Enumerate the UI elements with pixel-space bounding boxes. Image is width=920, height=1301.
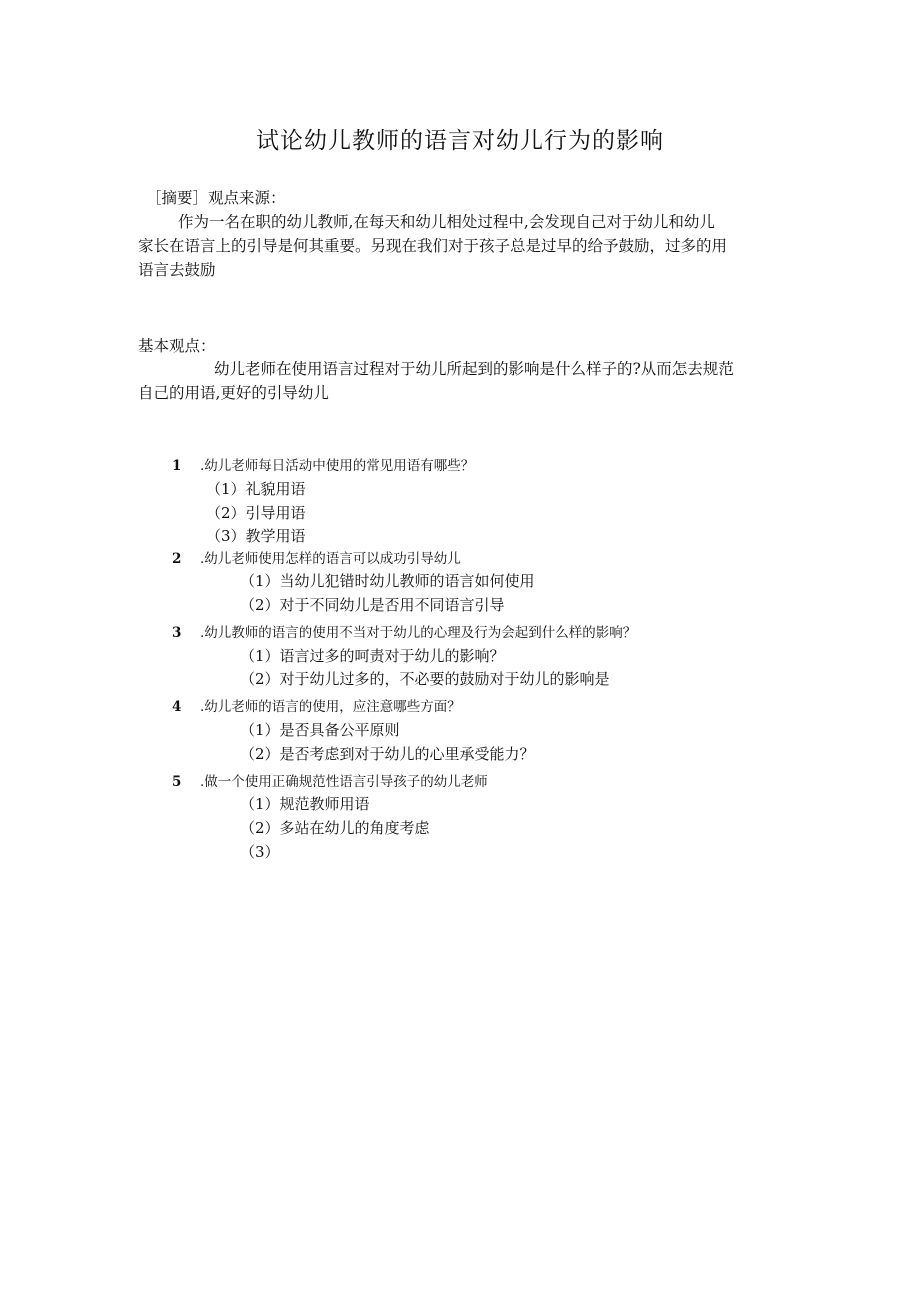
abstract-label: ［摘要］观点来源： [146, 189, 286, 207]
question-text: .幼儿教师的语言的使用不当对于幼儿的心理及行为会起到什么样的影响？ [200, 625, 637, 641]
question-text: .幼儿老师每日活动中使用的常见用语有哪些？ [200, 458, 475, 474]
question-3-sub-2: （2）对于幼儿过多的，不必要的鼓励对于幼儿的影响是 [240, 670, 610, 688]
basic-line-1: 幼儿老师在使用语言过程对于幼儿所起到的影响是什么样子的?从而怎去规范 [214, 360, 734, 378]
question-4-sub-2: （2）是否考虑到对于幼儿的心里承受能力？ [240, 745, 535, 763]
question-number: 5 [172, 774, 182, 790]
question-3 [172, 622, 636, 644]
question-text: .幼儿老师的语言的使用，应注意哪些方面？ [200, 699, 461, 715]
question-number: 1 [172, 458, 182, 474]
question-number: 4 [172, 699, 182, 715]
basic-label: 基本观点： [138, 337, 216, 355]
question-text: .幼儿老师使用怎样的语言可以成功引导幼儿 [200, 551, 461, 567]
abstract-line-1: 作为一名在职的幼儿教师,在每天和幼儿相处过程中,会发现自己对于幼儿和幼儿 [178, 213, 715, 231]
question-4 [172, 696, 461, 718]
question-1-sub-2: （2）引导用语 [206, 504, 306, 522]
question-2-sub-1: （1）当幼儿犯错时幼儿教师的语言如何使用 [240, 572, 535, 590]
question-1 [172, 455, 474, 477]
question-5 [172, 771, 488, 793]
question-2-sub-2: （2）对于不同幼儿是否用不同语言引导 [240, 596, 505, 614]
abstract-line-3: 语言去鼓励 [138, 261, 216, 279]
question-number: 2 [172, 551, 182, 567]
question-1-sub-1: （1）礼貌用语 [206, 480, 306, 498]
question-2 [172, 548, 461, 570]
abstract-line-2: 家长在语言上的引导是何其重要。另现在我们对于孩子总是过早的给予鼓励，过多的用 [138, 237, 728, 255]
question-text: .做一个使用正确规范性语言引导孩子的幼儿老师 [200, 774, 488, 790]
question-3-sub-1: （1）语言过多的呵责对于幼儿的影响？ [240, 647, 505, 665]
basic-line-2: 自己的用语,更好的引导幼儿 [138, 384, 329, 402]
question-5-sub-3: （3） [240, 843, 280, 861]
question-1-sub-3: （3）教学用语 [206, 527, 306, 545]
document-title: 试论幼儿教师的语言对幼儿行为的影响 [256, 128, 664, 154]
question-number: 3 [172, 625, 182, 641]
question-5-sub-2: （2）多站在幼儿的角度考虑 [240, 819, 430, 837]
question-4-sub-1: （1）是否具备公平原则 [240, 721, 400, 739]
question-5-sub-1: （1）规范教师用语 [240, 795, 370, 813]
